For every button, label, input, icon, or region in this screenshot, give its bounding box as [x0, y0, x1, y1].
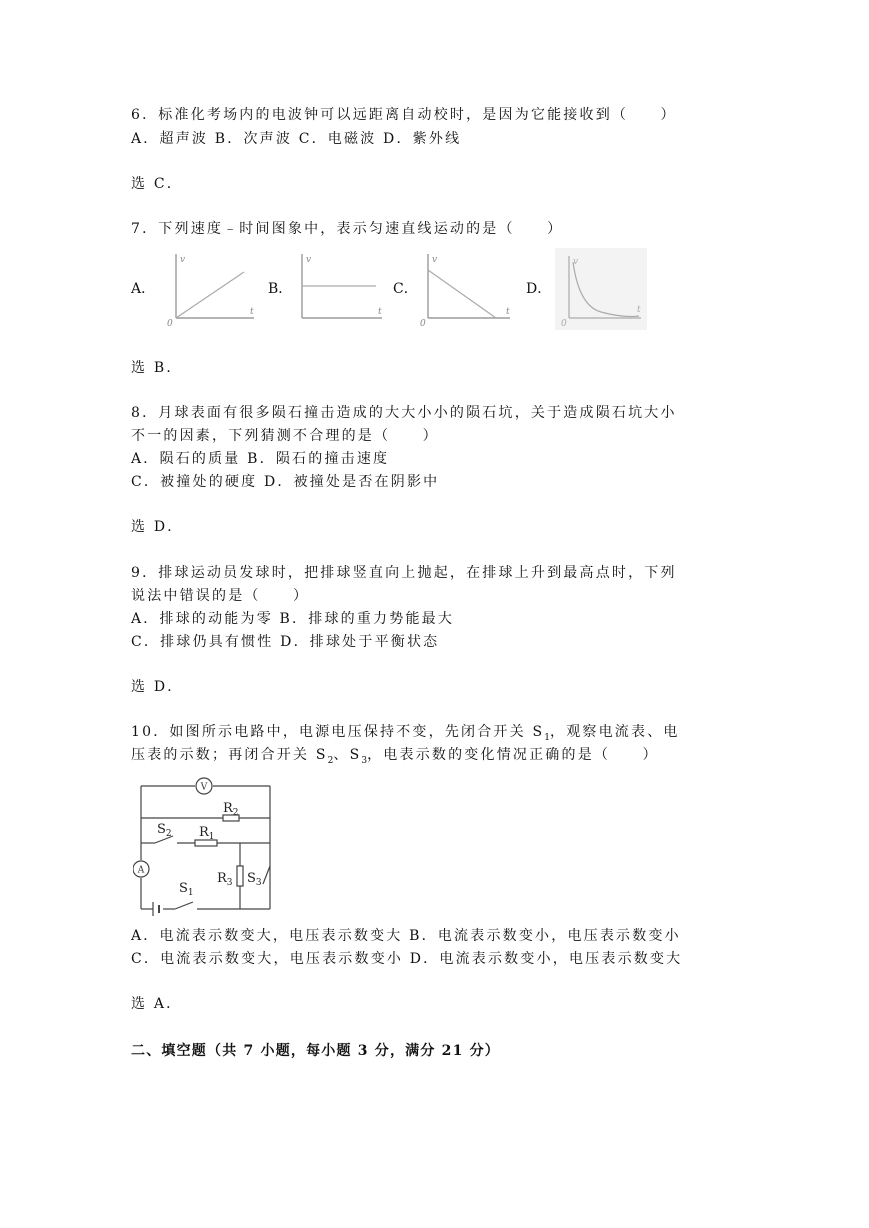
v-axis-label: v — [306, 255, 312, 265]
v-axis-label: v — [573, 257, 579, 267]
q10-options-cd: C．电流表示数变大，电压表示数变小 D．电流表示数变小，电压表示数变大 — [131, 951, 683, 967]
q8-stem-line2: 不一的因素，下列猜测不合理的是（ ） — [131, 428, 439, 444]
section2-heading: 二、填空题（共 7 小题，每小题 3 分，满分 21 分） — [131, 1043, 501, 1059]
q9-options-ab: A．排球的动能为零 B．排球的重力势能最大 — [131, 611, 455, 627]
q9-stem-line1: 9．排球运动员发球时，把排球竖直向上抛起，在排球上升到最高点时，下列 — [131, 565, 677, 581]
t-axis-label: t — [637, 305, 641, 315]
q7-stem: 7．下列速度﹣时间图象中，表示匀速直线运动的是（ ） — [131, 221, 564, 237]
q7-option-b-label: B． — [268, 281, 293, 297]
q8-options-ab: A．陨石的质量 B．陨石的撞击速度 — [131, 451, 390, 467]
t-axis-label: t — [378, 307, 382, 317]
q8-answer: 选 D． — [131, 519, 184, 535]
q7-option-d-label: D． — [526, 281, 552, 297]
voltmeter-label: V — [200, 782, 208, 793]
q7-answer: 选 B． — [131, 360, 183, 376]
t-axis-label: t — [250, 307, 254, 317]
s1-label: $S_1$ — [179, 881, 194, 898]
q9-answer: 选 D． — [131, 679, 184, 695]
v-axis-label: v — [432, 255, 438, 265]
q10-circuit-diagram — [133, 776, 278, 918]
q7-option-c-label: C． — [393, 281, 418, 297]
velocity-line — [428, 270, 496, 318]
q9-stem-line2: 说法中错误的是（ ） — [131, 588, 310, 604]
q10-answer: 选 A． — [131, 996, 183, 1012]
q10-stem-line2: 压表的示数；再闭合开关 $S_2$、$S_3$，电表示数的变化情况正确的是（ ） — [131, 747, 659, 766]
q9-options-cd: C．排球仍具有惯性 D．排球处于平衡状态 — [131, 634, 440, 650]
q10-options-ab: A．电流表示数变大，电压表示数变大 B．电流表示数变小，电压表示数变小 — [131, 928, 681, 944]
origin-label: 0 — [561, 319, 567, 329]
q6-options: A．超声波 B．次声波 C．电磁波 D．紫外线 — [131, 131, 462, 147]
t-axis-label: t — [506, 307, 510, 317]
q8-options-cd: C．被撞处的硬度 D．被撞处是否在阴影中 — [131, 474, 440, 490]
r2-label: $R_2$ — [223, 801, 239, 818]
ammeter-label: A — [137, 865, 145, 876]
q7-option-a-label: A． — [131, 281, 156, 297]
q6-answer: 选 C． — [131, 176, 183, 192]
q7-graph-c — [418, 248, 518, 330]
r1-label: $R_1$ — [199, 825, 215, 842]
r3-label: $R_3$ — [217, 871, 233, 888]
v-axis-label: v — [180, 255, 186, 265]
resistor-r3 — [237, 866, 243, 886]
q7-graph-a — [160, 248, 260, 330]
velocity-line — [176, 272, 244, 318]
q7-graph-b — [290, 248, 390, 330]
origin-label: 0 — [420, 319, 426, 329]
q6-stem: 6．标准化考场内的电波钟可以远距离自动校时，是因为它能接收到（ ） — [131, 107, 677, 123]
q7-graph-d — [555, 248, 647, 330]
s3-label: $S_3$ — [247, 871, 262, 888]
origin-label: 0 — [167, 319, 173, 329]
q10-stem-line1: 10．如图所示电路中，电源电压保持不变，先闭合开关 $S_1$，观察电流表、电 — [131, 724, 680, 743]
s2-label: $S_2$ — [157, 822, 172, 839]
q8-stem-line1: 8．月球表面有很多陨石撞击造成的大大小小的陨石坑，关于造成陨石坑大小 — [131, 405, 677, 421]
